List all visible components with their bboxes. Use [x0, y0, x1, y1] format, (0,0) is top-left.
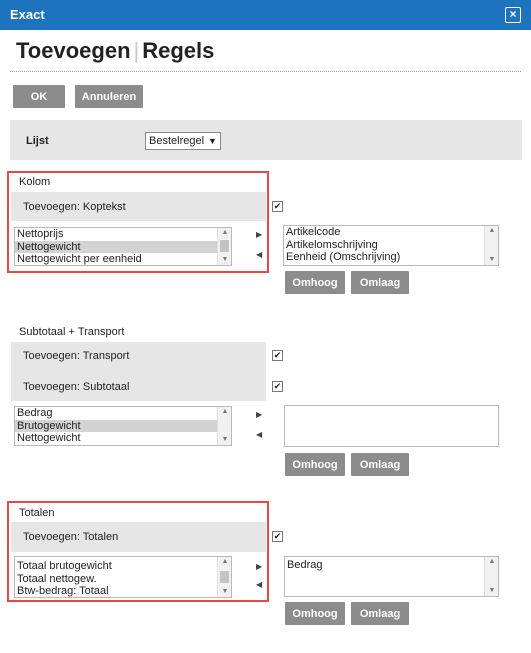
list-item[interactable]: Nettogewicht per eenheid — [17, 253, 142, 265]
title-separator: | — [133, 38, 140, 63]
totalen-up-button[interactable]: Omhoog — [285, 602, 345, 625]
list-item[interactable]: Btw-bedrag: Totaal — [17, 585, 109, 597]
subtotaal-section-label: Subtotaal + Transport — [19, 326, 125, 338]
subtotaal-add-checkbox[interactable] — [272, 381, 283, 392]
kolom-add-label: Toevoegen: Koptekst — [23, 201, 126, 213]
list-item[interactable]: Totaal brutogewicht — [17, 560, 112, 572]
move-right-icon[interactable]: ▶ — [256, 562, 263, 571]
ok-button[interactable]: OK — [13, 85, 65, 108]
lijst-select[interactable] — [145, 132, 221, 150]
subtotaal-down-button[interactable]: Omlaag — [351, 453, 409, 476]
transport-add-checkbox[interactable] — [272, 350, 283, 361]
scroll-down-icon[interactable]: ▼ — [221, 256, 229, 263]
scroll-up-icon[interactable]: ▲ — [488, 558, 496, 565]
scrollbar[interactable] — [484, 226, 498, 265]
scrollbar[interactable] — [217, 407, 231, 445]
highlight-box-totalen — [7, 501, 269, 602]
page-title-part2: Regels — [142, 38, 215, 63]
lijst-label: Lijst — [26, 135, 49, 147]
close-icon[interactable]: × — [505, 7, 521, 23]
move-right-icon[interactable]: ▶ — [256, 410, 263, 419]
check-icon: ✔ — [273, 201, 282, 211]
move-left-icon[interactable]: ◀ — [256, 580, 263, 589]
kolom-add-checkbox[interactable] — [272, 201, 283, 212]
kolom-section-label: Kolom — [19, 176, 51, 188]
list-item[interactable]: Brutogewicht — [15, 420, 231, 433]
scroll-up-icon[interactable]: ▲ — [488, 227, 496, 234]
totalen-add-checkbox[interactable] — [272, 531, 283, 542]
window-title: Exact — [10, 7, 45, 22]
scroll-down-icon[interactable]: ▼ — [221, 436, 229, 443]
list-item[interactable]: Eenheid (Omschrijving) — [286, 251, 401, 263]
scroll-up-icon[interactable]: ▲ — [221, 558, 229, 565]
totalen-section-label: Totalen — [19, 507, 55, 519]
divider — [10, 71, 521, 72]
subtotaal-chosen-list[interactable] — [284, 405, 499, 447]
transport-add-label: Toevoegen: Transport — [23, 350, 130, 362]
list-rows — [284, 226, 498, 264]
totalen-add-label: Toevoegen: Totalen — [23, 531, 119, 543]
kolom-up-button[interactable]: Omhoog — [285, 271, 345, 294]
check-icon: ✔ — [273, 350, 282, 360]
move-left-icon[interactable]: ◀ — [256, 430, 263, 439]
kolom-down-button[interactable]: Omlaag — [351, 271, 409, 294]
lijst-selected-value: Bestelregel — [149, 135, 205, 147]
subtotaal-available-list[interactable] — [14, 406, 232, 446]
check-icon: ✔ — [273, 381, 282, 391]
list-item[interactable]: Nettogewicht — [15, 241, 231, 254]
page-title-part1: Toevoegen — [16, 38, 131, 63]
list-item[interactable]: Artikelomschrijving — [286, 238, 378, 251]
chevron-down-icon: ▼ — [208, 136, 217, 146]
scroll-up-icon[interactable]: ▲ — [221, 408, 229, 415]
check-icon: ✔ — [273, 531, 282, 541]
list-item[interactable]: Artikelcode — [286, 226, 341, 238]
kolom-chosen-list[interactable] — [283, 225, 499, 266]
move-right-icon[interactable]: ▶ — [256, 230, 263, 239]
lijst-bar — [10, 120, 522, 160]
list-rows — [15, 407, 231, 445]
scroll-down-icon[interactable]: ▼ — [488, 256, 496, 263]
title-bar — [0, 0, 531, 30]
totalen-down-button[interactable]: Omlaag — [351, 602, 409, 625]
scroll-up-icon[interactable]: ▲ — [221, 229, 229, 236]
list-item[interactable]: Nettogewicht — [17, 432, 81, 444]
subtotaal-add-label: Toevoegen: Subtotaal — [23, 381, 130, 393]
cancel-button[interactable]: Annuleren — [75, 85, 143, 108]
move-left-icon[interactable]: ◀ — [256, 250, 263, 259]
list-item[interactable]: Bedrag — [287, 559, 323, 571]
scroll-down-icon[interactable]: ▼ — [488, 587, 496, 594]
list-item[interactable]: Bedrag — [17, 407, 53, 419]
scrollbar[interactable] — [484, 557, 498, 596]
highlight-box-kolom — [7, 171, 269, 273]
page-title — [16, 38, 214, 64]
totalen-chosen-list[interactable] — [284, 556, 499, 597]
list-item[interactable]: Nettoprijs — [17, 228, 64, 240]
list-rows — [285, 557, 498, 572]
list-item[interactable]: Totaal nettogew. — [17, 572, 97, 585]
scroll-down-icon[interactable]: ▼ — [221, 588, 229, 595]
subtotaal-up-button[interactable]: Omhoog — [285, 453, 345, 476]
